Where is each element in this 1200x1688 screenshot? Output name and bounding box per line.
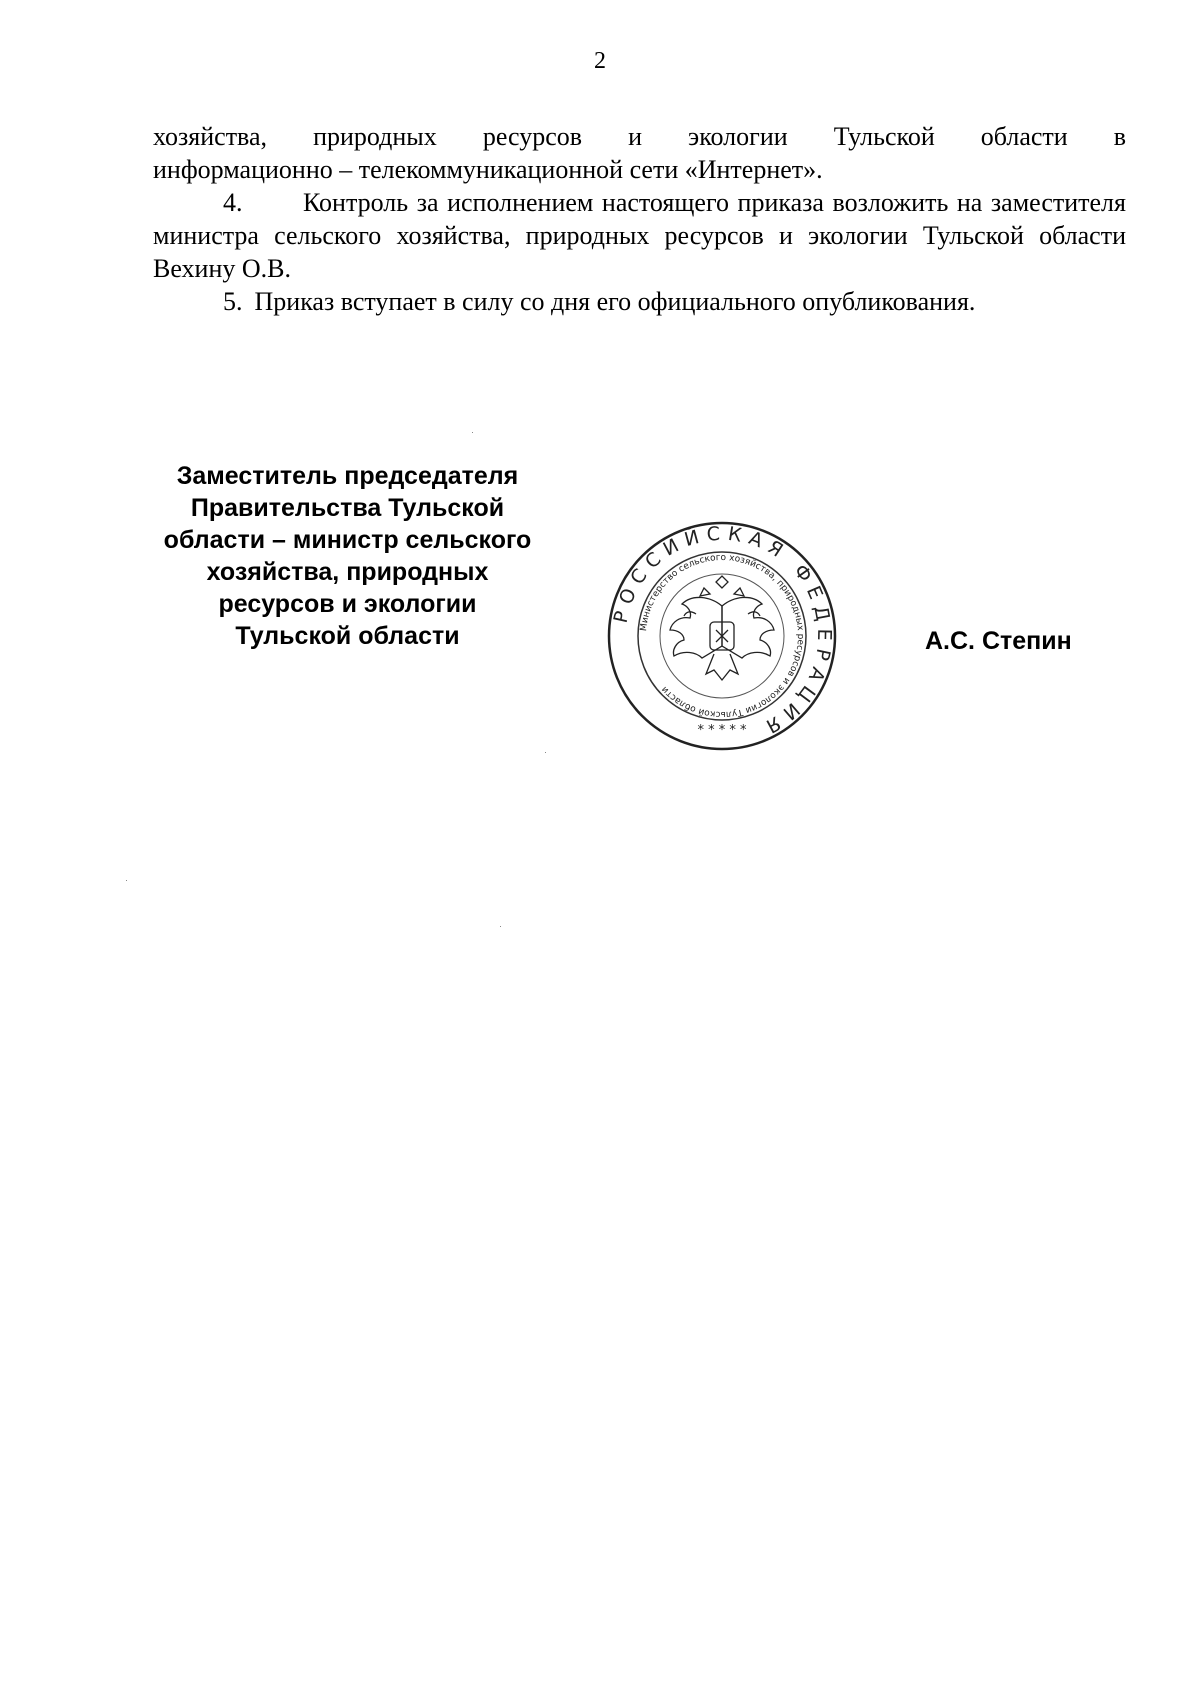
paragraph-4-text: Контроль за исполнением настоящего приказа возложить на заместителя министра сельского хозяйства, природных ресурсов и экологии Тульской области Вехину О.В. xyxy=(153,188,1126,283)
paragraph-4-number: 4. xyxy=(223,188,243,217)
seal-outer-text: РОССИЙСКАЯ ФЕДЕРАЦИЯ xyxy=(609,522,836,741)
paragraph-5-text: Приказ вступает в силу со дня его официального опубликования. xyxy=(254,287,976,316)
paragraph-4 xyxy=(153,186,1126,285)
scan-speck xyxy=(545,752,546,753)
paragraph-3-line-2: информационно – телекоммуникационной сети «Интернет». xyxy=(153,155,823,184)
seal-stars: * * * * * xyxy=(697,723,747,738)
signer-name: А.С. Степин xyxy=(925,627,1072,655)
double-headed-eagle-icon xyxy=(670,576,774,680)
paragraph-3-line-1: хозяйства, природных ресурсов и экологии Тульской области в xyxy=(153,122,1127,151)
scan-speck xyxy=(126,880,127,881)
page-number: 2 xyxy=(594,48,606,74)
seal-inner-text: Министерство сельского хозяйства, природных ресурсов и экологии Тульской области xyxy=(639,552,806,720)
official-seal xyxy=(604,518,840,754)
document-body xyxy=(153,120,1126,318)
paragraph-5 xyxy=(153,285,1126,318)
paragraph-5-number: 5. xyxy=(223,287,243,316)
scan-speck xyxy=(500,926,501,927)
scan-speck xyxy=(472,432,473,433)
signatory-position: Заместитель председателя Правительства Тульской области – министр сельского хозяйства, природных ресурсов и экологии Тульской области xyxy=(163,462,532,650)
